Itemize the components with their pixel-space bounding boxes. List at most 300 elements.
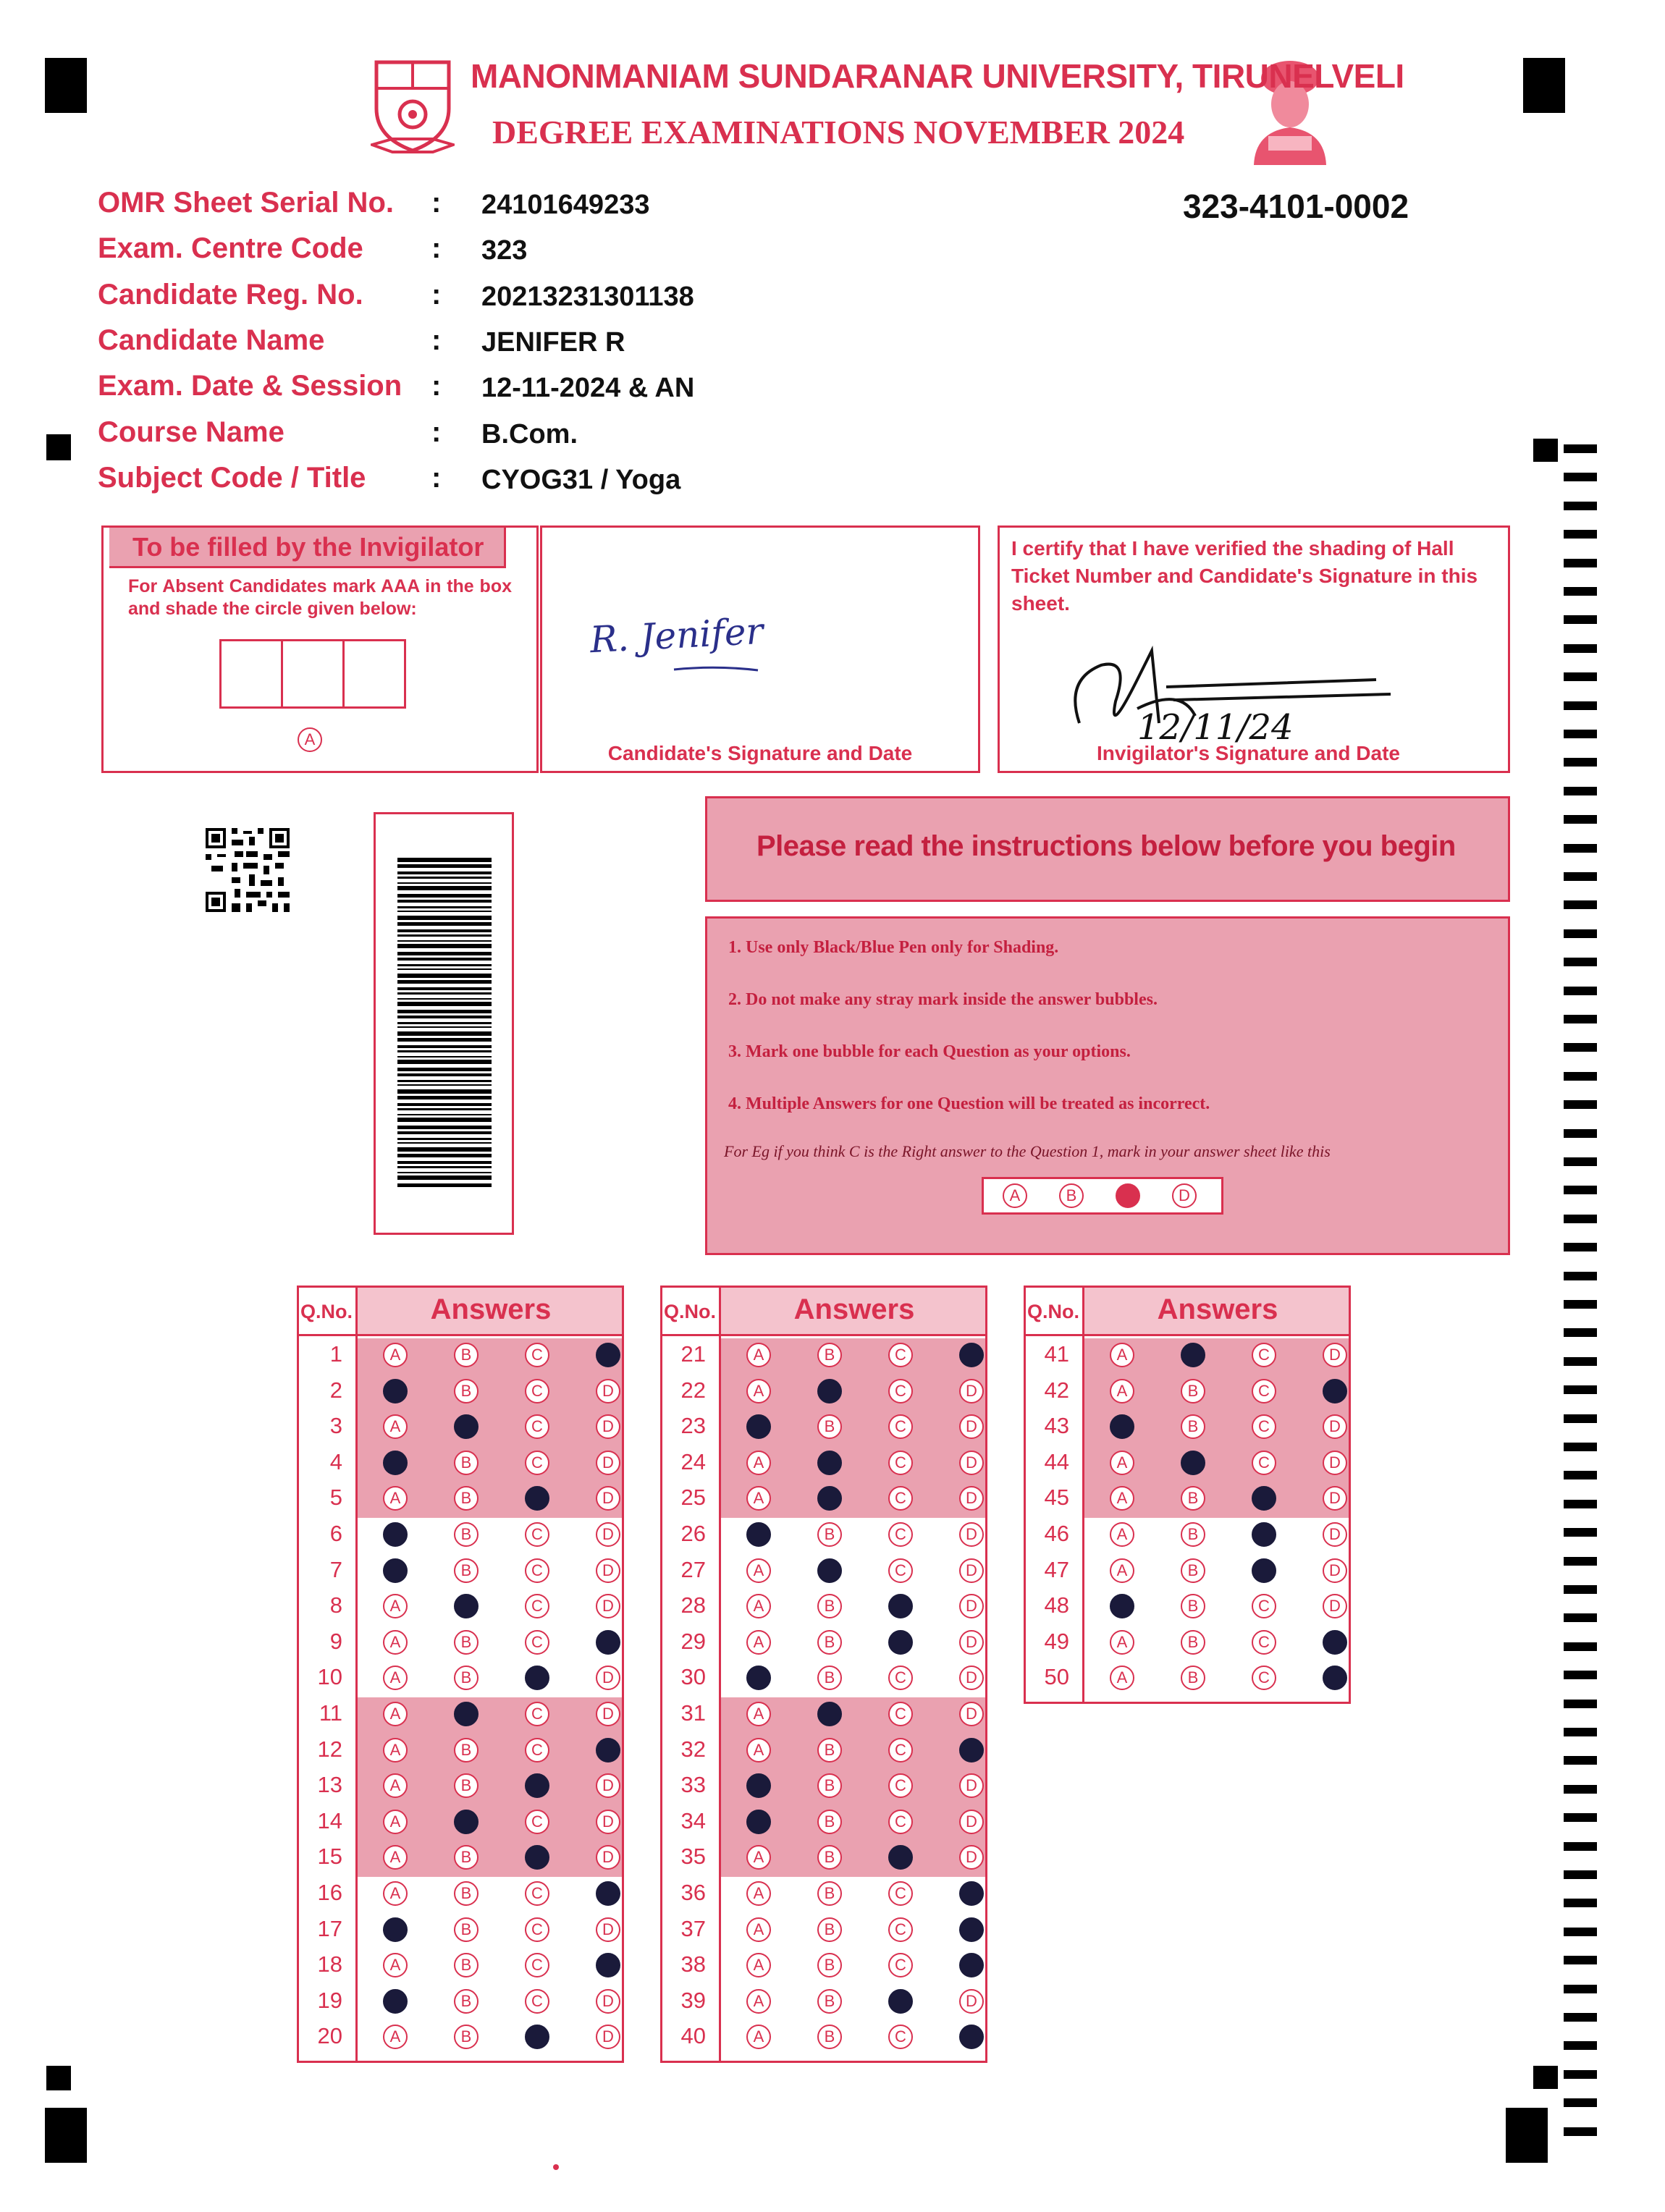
answer-bubble[interactable] <box>1181 1451 1205 1475</box>
answer-bubble[interactable]: B <box>454 1773 479 1798</box>
answer-bubble[interactable]: C <box>1252 1451 1276 1475</box>
answer-bubble[interactable]: C <box>525 1343 549 1367</box>
answer-bubble[interactable]: A <box>383 1738 408 1763</box>
answer-bubble[interactable]: D <box>959 1666 984 1690</box>
answer-bubble[interactable]: D <box>596 1989 620 2014</box>
answer-bubble[interactable] <box>959 2025 984 2049</box>
field-label: Candidate Name <box>98 324 325 356</box>
absent-box-3[interactable] <box>342 639 406 709</box>
answer-bubble[interactable]: A <box>746 1917 771 1942</box>
answer-bubble[interactable]: C <box>525 1522 549 1547</box>
answer-bubble[interactable]: C <box>525 1917 549 1942</box>
answer-bubble[interactable]: B <box>454 1630 479 1655</box>
answer-bubble[interactable]: D <box>596 1845 620 1870</box>
answer-bubble[interactable]: B <box>454 1343 479 1367</box>
question-number: 28 <box>680 1592 706 1618</box>
answer-bubble[interactable] <box>454 1414 479 1439</box>
answer-bubble[interactable]: A <box>746 1630 771 1655</box>
answer-bubble[interactable]: B <box>1181 1522 1205 1547</box>
registration-mark-bottom-left <box>45 2108 87 2163</box>
answer-bubble[interactable]: A <box>746 1558 771 1583</box>
answer-bubble[interactable] <box>596 1343 620 1367</box>
question-number: 13 <box>317 1772 342 1798</box>
barcode-bar <box>397 980 492 984</box>
answer-bubble[interactable]: A <box>383 1486 408 1511</box>
answer-bubble[interactable]: C <box>888 1414 913 1439</box>
answer-bubble[interactable] <box>383 1379 408 1403</box>
barcode-bar <box>397 858 492 862</box>
answer-bubble[interactable]: A <box>383 1810 408 1834</box>
timing-mark <box>1564 1985 1597 1993</box>
field-colon: : <box>431 324 442 356</box>
answer-bubble[interactable]: C <box>888 1917 913 1942</box>
answer-bubble[interactable]: B <box>817 1917 842 1942</box>
barcode-bar <box>397 1045 492 1048</box>
question-number: 47 <box>1044 1556 1069 1582</box>
answer-bubble[interactable]: D <box>596 1666 620 1690</box>
timing-mark <box>1564 2013 1597 2022</box>
header-divider <box>662 1334 985 1336</box>
answer-bubble[interactable]: A <box>746 1451 771 1475</box>
answer-bubble[interactable]: D <box>959 1486 984 1511</box>
question-number: 31 <box>680 1700 706 1726</box>
answer-bubble[interactable]: D <box>959 1773 984 1798</box>
answer-bubble[interactable] <box>1323 1379 1347 1403</box>
instruction-3: 3. Mark one bubble for each Question as your options. <box>728 1042 1131 1061</box>
timing-mark <box>1564 587 1597 596</box>
instruction-1: 1. Use only Black/Blue Pen only for Shading. <box>728 938 1059 957</box>
timing-mark <box>1564 929 1597 938</box>
stray-mark <box>553 2164 559 2170</box>
answer-bubble[interactable]: C <box>888 1558 913 1583</box>
field-value: B.Com. <box>481 419 578 449</box>
absent-box-1[interactable] <box>219 639 283 709</box>
answer-bubble[interactable]: D <box>959 1845 984 1870</box>
answer-bubble[interactable]: C <box>1252 1379 1276 1403</box>
answer-bubble[interactable]: B <box>1181 1666 1205 1690</box>
answer-bubble[interactable]: C <box>1252 1630 1276 1655</box>
answer-bubble[interactable]: B <box>817 1881 842 1906</box>
question-number: 3 <box>329 1413 342 1439</box>
answer-bubble[interactable]: A <box>383 1845 408 1870</box>
answer-bubble[interactable]: D <box>959 1594 984 1618</box>
answer-bubble[interactable] <box>454 1810 479 1834</box>
answer-bubble[interactable] <box>959 1953 984 1977</box>
timing-mark <box>1564 2070 1597 2079</box>
answer-bubble[interactable]: D <box>596 1486 620 1511</box>
answer-bubble[interactable]: A <box>1110 1343 1134 1367</box>
answer-bubble[interactable]: B <box>454 1738 479 1763</box>
question-number: 4 <box>329 1448 342 1474</box>
answer-bubble[interactable]: C <box>525 1451 549 1475</box>
answer-bubble[interactable] <box>817 1702 842 1726</box>
answer-bubble[interactable]: A <box>746 1989 771 2014</box>
question-number: 22 <box>680 1377 706 1403</box>
question-number: 21 <box>680 1341 706 1367</box>
barcode-bar <box>397 1038 492 1042</box>
answer-bubble[interactable]: B <box>454 1666 479 1690</box>
absent-box-2[interactable] <box>281 639 345 709</box>
answer-bubble[interactable]: C <box>888 1738 913 1763</box>
answer-bubble[interactable] <box>383 1989 408 2014</box>
answer-bubble[interactable]: D <box>959 1379 984 1403</box>
answer-bubble[interactable]: C <box>888 1881 913 1906</box>
answer-bubble[interactable]: A <box>383 1953 408 1977</box>
answer-bubble[interactable]: A <box>383 2025 408 2049</box>
answer-bubble[interactable] <box>817 1451 842 1475</box>
answer-bubble[interactable]: B <box>1181 1486 1205 1511</box>
answer-bubble[interactable]: B <box>1181 1414 1205 1439</box>
barcode-bar <box>397 1172 492 1173</box>
answer-bubble[interactable]: A <box>1110 1558 1134 1583</box>
answer-bubble[interactable]: C <box>1252 1414 1276 1439</box>
answer-bubble[interactable]: B <box>454 1379 479 1403</box>
answer-bubble[interactable]: B <box>817 1414 842 1439</box>
answer-bubble[interactable]: A <box>746 1702 771 1726</box>
answer-bubble[interactable]: D <box>1323 1558 1347 1583</box>
answer-bubble[interactable] <box>525 1666 549 1690</box>
barcode-bar <box>397 1080 492 1082</box>
answer-bubble[interactable]: A <box>746 1486 771 1511</box>
timing-mark <box>1564 1186 1597 1194</box>
answer-bubble[interactable]: C <box>525 1630 549 1655</box>
answer-bubble[interactable] <box>454 1594 479 1618</box>
answer-bubble[interactable]: A <box>383 1343 408 1367</box>
answer-bubble[interactable]: A <box>746 1845 771 1870</box>
answer-bubble[interactable]: D <box>959 1451 984 1475</box>
answer-bubble[interactable]: B <box>454 1522 479 1547</box>
timing-mark <box>1564 473 1597 481</box>
instructions-banner-text: Please read the instructions below before you begin <box>756 830 1456 862</box>
answer-bubble[interactable]: B <box>454 1451 479 1475</box>
answer-bubble[interactable] <box>746 1773 771 1798</box>
barcode-bar <box>397 877 492 879</box>
answer-bubble[interactable]: D <box>596 1558 620 1583</box>
answer-bubble[interactable] <box>383 1522 408 1547</box>
answer-bubble[interactable]: B <box>1181 1379 1205 1403</box>
question-number: 10 <box>317 1664 342 1690</box>
answer-bubble[interactable]: B <box>817 1810 842 1834</box>
question-number: 9 <box>329 1628 342 1654</box>
answer-bubble[interactable]: A <box>746 1379 771 1403</box>
question-number: 12 <box>317 1736 342 1762</box>
answer-bubble[interactable]: A <box>1110 1522 1134 1547</box>
answer-bubble[interactable] <box>596 1953 620 1977</box>
answer-bubble[interactable]: D <box>959 1414 984 1439</box>
answer-bubble[interactable]: A <box>1110 1451 1134 1475</box>
answer-bubble[interactable]: D <box>1323 1594 1347 1618</box>
timing-mark <box>1564 502 1597 510</box>
field-label: Candidate Reg. No. <box>98 279 363 311</box>
answer-bubble[interactable]: A <box>383 1630 408 1655</box>
question-number: 18 <box>317 1951 342 1977</box>
answer-bubble[interactable] <box>1323 1666 1347 1690</box>
question-number: 43 <box>1044 1413 1069 1439</box>
answer-bubble[interactable]: A <box>383 1666 408 1690</box>
answer-bubble[interactable]: A <box>746 1881 771 1906</box>
question-number: 25 <box>680 1485 706 1511</box>
question-number: 39 <box>680 1987 706 2013</box>
answer-bubble[interactable] <box>596 1738 620 1763</box>
answer-bubble[interactable]: C <box>888 1379 913 1403</box>
timing-mark <box>1564 1328 1597 1337</box>
example-bubble-box <box>982 1177 1223 1215</box>
question-number: 11 <box>319 1700 342 1726</box>
answer-bubble[interactable]: B <box>1181 1558 1205 1583</box>
answer-bubble[interactable]: C <box>525 1414 549 1439</box>
answer-bubble[interactable]: D <box>1323 1414 1347 1439</box>
answer-bubble[interactable]: D <box>596 1451 620 1475</box>
question-number: 2 <box>329 1377 342 1403</box>
answer-bubble[interactable]: B <box>454 1989 479 2014</box>
answer-bubble[interactable]: B <box>1181 1630 1205 1655</box>
answer-table-1 <box>297 1286 624 2063</box>
answer-bubble[interactable]: D <box>1323 1451 1347 1475</box>
question-number: 30 <box>680 1664 706 1690</box>
answer-bubble[interactable]: C <box>525 1953 549 1977</box>
answer-bubble[interactable]: A <box>746 2025 771 2049</box>
answer-bubble[interactable]: B <box>817 1845 842 1870</box>
timing-mark <box>1564 1557 1597 1566</box>
answer-bubble[interactable]: D <box>959 1522 984 1547</box>
question-number: 35 <box>680 1844 706 1870</box>
barcode-bar <box>397 1142 492 1144</box>
answer-bubble[interactable]: D <box>1323 1343 1347 1367</box>
answer-bubble[interactable]: B <box>1181 1594 1205 1618</box>
answer-bubble[interactable]: A <box>746 1343 771 1367</box>
timing-mark <box>1564 2127 1597 2136</box>
timing-mark <box>1564 1300 1597 1309</box>
barcode-bar <box>397 916 492 920</box>
timing-mark <box>1564 1129 1597 1138</box>
barcode-bar <box>397 987 492 990</box>
answer-bubble[interactable] <box>959 1917 984 1942</box>
answer-bubble[interactable]: B <box>454 1953 479 1977</box>
answer-bubble[interactable] <box>746 1522 771 1547</box>
answer-bubble[interactable]: C <box>888 1451 913 1475</box>
answer-bubble[interactable]: A <box>383 1773 408 1798</box>
barcode-bar <box>397 952 492 955</box>
answer-bubble[interactable]: A <box>1110 1486 1134 1511</box>
answer-bubble[interactable]: D <box>596 1702 620 1726</box>
answer-bubble[interactable]: D <box>959 1989 984 2014</box>
barcode-bar <box>397 1010 492 1013</box>
question-number: 40 <box>680 2023 706 2049</box>
answer-bubble[interactable]: B <box>817 1522 842 1547</box>
answer-bubble[interactable]: D <box>596 1917 620 1942</box>
answer-bubble[interactable] <box>817 1379 842 1403</box>
answer-bubble[interactable]: C <box>888 2025 913 2049</box>
answer-bubble[interactable] <box>959 1738 984 1763</box>
absent-bubble[interactable]: A <box>298 727 322 752</box>
invigilator-signature-date: 12/11/24 <box>1137 707 1294 748</box>
answer-bubble[interactable]: B <box>817 1738 842 1763</box>
timing-mark <box>1564 872 1597 881</box>
answer-bubble[interactable]: A <box>1110 1379 1134 1403</box>
timing-mark <box>1564 1043 1597 1052</box>
answer-bubble[interactable] <box>1110 1414 1134 1439</box>
answer-bubble[interactable] <box>746 1810 771 1834</box>
answer-bubble[interactable]: D <box>596 1414 620 1439</box>
answer-bubble[interactable]: B <box>454 1558 479 1583</box>
answer-bubble[interactable]: A <box>746 1738 771 1763</box>
timing-mark <box>1564 1899 1597 1907</box>
answer-bubble[interactable] <box>888 1630 913 1655</box>
timing-mark <box>1564 1813 1597 1822</box>
answer-bubble[interactable]: C <box>525 1881 549 1906</box>
answer-bubble[interactable]: A <box>383 1702 408 1726</box>
answer-bubble[interactable]: A <box>746 1594 771 1618</box>
sheet-code: 323-4101-0002 <box>1183 187 1409 225</box>
answer-bubble[interactable]: D <box>596 1594 620 1618</box>
barcode <box>397 858 492 1191</box>
answer-bubble[interactable]: C <box>525 1594 549 1618</box>
answer-bubble[interactable]: A <box>1110 1666 1134 1690</box>
answer-bubble[interactable]: D <box>1323 1522 1347 1547</box>
answer-bubble[interactable]: C <box>888 1486 913 1511</box>
answer-bubble[interactable]: C <box>888 1666 913 1690</box>
answer-bubble[interactable]: C <box>525 1989 549 2014</box>
timing-mark <box>1564 1613 1597 1622</box>
answer-bubble[interactable]: C <box>1252 1666 1276 1690</box>
answer-bubble[interactable] <box>1323 1630 1347 1655</box>
timing-mark <box>1564 1215 1597 1223</box>
barcode-bar <box>397 894 492 898</box>
answer-bubble[interactable] <box>1252 1522 1276 1547</box>
answer-bubble[interactable]: B <box>454 1881 479 1906</box>
answer-bubble[interactable]: D <box>596 1379 620 1403</box>
answer-bubble[interactable]: A <box>746 1953 771 1977</box>
answer-bubble[interactable]: C <box>525 1702 549 1726</box>
instruction-example: For Eg if you think C is the Right answer to the Question 1, mark in your answer sheet like this <box>724 1142 1331 1160</box>
answer-bubble[interactable]: C <box>525 1738 549 1763</box>
answer-bubble[interactable] <box>959 1881 984 1906</box>
timing-mark <box>1564 1414 1597 1423</box>
registration-mark-right-top-small <box>1533 439 1558 462</box>
answers-header: Answers <box>1157 1293 1278 1325</box>
answer-bubble[interactable]: A <box>383 1881 408 1906</box>
answer-table-2 <box>660 1286 987 2063</box>
answer-bubble[interactable] <box>454 1702 479 1726</box>
answer-bubble[interactable] <box>959 1343 984 1367</box>
answer-bubble[interactable]: A <box>1110 1630 1134 1655</box>
answer-bubble[interactable] <box>746 1414 771 1439</box>
barcode-bar <box>397 1183 492 1187</box>
answer-bubble[interactable]: C <box>1252 1343 1276 1367</box>
answer-bubble[interactable]: B <box>817 1953 842 1977</box>
timing-mark <box>1564 1015 1597 1023</box>
answer-bubble[interactable]: C <box>888 1343 913 1367</box>
answer-bubble[interactable]: B <box>817 2025 842 2049</box>
field-label: Subject Code / Title <box>98 462 366 494</box>
answer-bubble[interactable]: B <box>817 1594 842 1618</box>
barcode-bar <box>397 1031 492 1036</box>
timing-mark <box>1564 615 1597 624</box>
timing-mark <box>1564 672 1597 681</box>
answer-bubble[interactable]: B <box>817 1666 842 1690</box>
answer-bubble[interactable]: A <box>383 1594 408 1618</box>
answer-bubble[interactable] <box>596 1881 620 1906</box>
registration-mark-right-bottom-small <box>1533 2066 1558 2089</box>
invigilator-box <box>101 525 539 773</box>
answer-bubble[interactable]: C <box>1252 1594 1276 1618</box>
answer-bubble[interactable]: C <box>888 1702 913 1726</box>
answer-bubble[interactable] <box>1252 1558 1276 1583</box>
answer-bubble[interactable]: B <box>454 1917 479 1942</box>
timing-mark <box>1564 2041 1597 2050</box>
answer-bubble[interactable]: B <box>454 2025 479 2049</box>
answer-bubble[interactable]: D <box>596 1810 620 1834</box>
answer-bubble[interactable]: D <box>1323 1486 1347 1511</box>
barcode-bar <box>397 992 492 995</box>
timing-mark <box>1564 1471 1597 1479</box>
timing-mark <box>1564 1385 1597 1394</box>
answer-bubble[interactable] <box>596 1630 620 1655</box>
question-number: 6 <box>329 1521 342 1546</box>
answer-bubble[interactable]: D <box>596 2025 620 2049</box>
answer-bubble[interactable] <box>383 1558 408 1583</box>
field-colon: : <box>431 462 442 494</box>
answer-bubble[interactable] <box>525 2025 549 2049</box>
answer-bubble[interactable] <box>525 1773 549 1798</box>
registration-mark-top-right <box>1523 58 1565 113</box>
answer-bubble[interactable]: A <box>383 1414 408 1439</box>
barcode-bar <box>397 1166 492 1168</box>
timing-mark <box>1564 958 1597 966</box>
answer-bubble[interactable]: B <box>817 1343 842 1367</box>
answer-bubble[interactable]: C <box>525 1810 549 1834</box>
answer-bubble[interactable]: C <box>525 1558 549 1583</box>
answer-bubble[interactable] <box>383 1917 408 1942</box>
answer-bubble[interactable]: D <box>596 1773 620 1798</box>
field-value: 12-11-2024 & AN <box>481 373 695 403</box>
answer-bubble[interactable]: B <box>817 1989 842 2014</box>
answer-bubble[interactable] <box>746 1666 771 1690</box>
barcode-bar <box>397 1103 492 1106</box>
signature-underline <box>673 664 759 674</box>
question-number: 44 <box>1044 1448 1069 1474</box>
field-colon: : <box>431 370 442 402</box>
answer-bubble[interactable]: D <box>596 1522 620 1547</box>
registration-mark-left-mid <box>46 434 71 460</box>
field-value: 20213231301138 <box>481 282 694 312</box>
answer-bubble[interactable] <box>1181 1343 1205 1367</box>
answer-bubble[interactable]: B <box>454 1486 479 1511</box>
answer-bubble[interactable]: D <box>959 1558 984 1583</box>
answer-bubble[interactable]: D <box>959 1810 984 1834</box>
answer-bubble[interactable] <box>383 1451 408 1475</box>
qno-header: Q.No. <box>300 1301 353 1322</box>
answer-bubble[interactable]: D <box>959 1702 984 1726</box>
instructions-banner <box>705 796 1510 902</box>
answer-bubble[interactable]: C <box>525 1379 549 1403</box>
barcode-bar <box>397 882 492 884</box>
answer-bubble[interactable]: B <box>454 1845 479 1870</box>
field-value: 24101649233 <box>481 190 650 220</box>
answer-bubble[interactable]: C <box>888 1810 913 1834</box>
answer-bubble[interactable] <box>1110 1594 1134 1618</box>
answer-bubble[interactable] <box>888 1594 913 1618</box>
answer-bubble[interactable] <box>817 1558 842 1583</box>
answer-bubble[interactable]: C <box>888 1522 913 1547</box>
answer-bubble[interactable]: C <box>888 1953 913 1977</box>
answer-bubble[interactable]: D <box>959 1630 984 1655</box>
answer-bubble[interactable]: C <box>888 1773 913 1798</box>
answer-bubble[interactable]: B <box>817 1773 842 1798</box>
answer-bubble[interactable]: B <box>817 1630 842 1655</box>
answer-bubble[interactable] <box>888 1989 913 2014</box>
timing-mark <box>1564 444 1597 453</box>
